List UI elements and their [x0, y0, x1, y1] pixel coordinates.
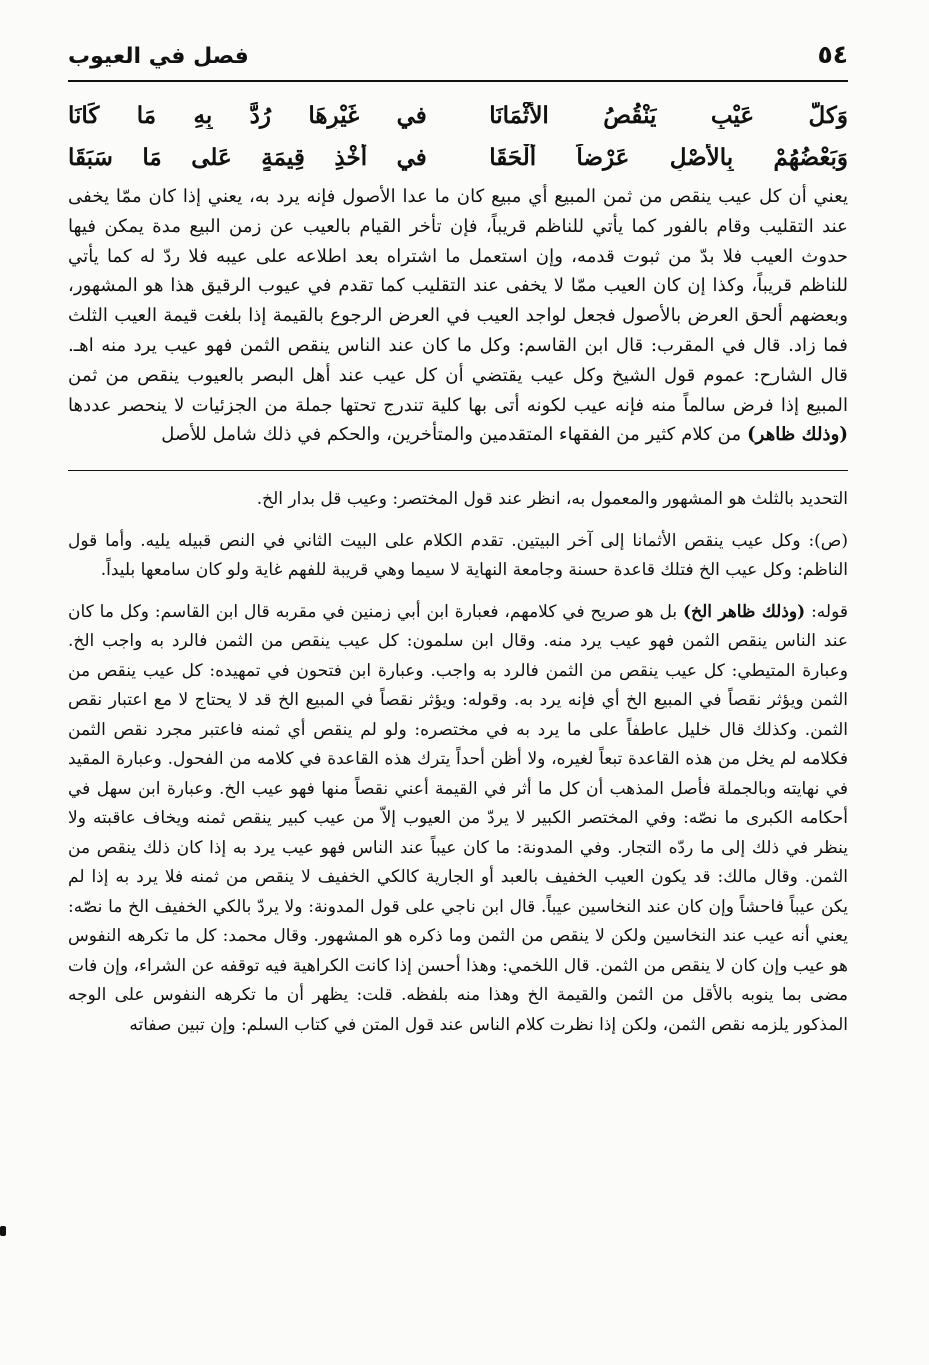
page-header [68, 40, 848, 82]
footnote-paragraph: (ص): وكل عيب ينقص الأثمانا إلى آخر البيتين. تقدم الكلام على البيت الثاني في النص قبيله يليه. وأما قول الناظم: وكل عيب الخ فتلك قاعدة حسنة وجامعة النهاية لا سيما وهي قريبة للفهم غاية ولو كان سامعها بليداً. [68, 530, 848, 581]
commentary-part: يعني أن كل عيب ينقص من ثمن المبيع أي مبيع كان ما عدا الأصول فإنه يرد به، يعني إذا كان ممّا يخفى عند التقليب وقام بالفور كما يأتي للناظم قريباً، فإن تأخر القيام بالعيب عن زمن البيع مدة يمكن فيها حدوث العيب فلا بدّ من ثبوت قدمه، وإن استعمل ما اشتراه بعد اطلاعه على عيبه فلا ردّ له كما يأتي للناظم قريباً، وكذا إن كان العيب ممّا لا يخفى عند التقليب كما تقدم في عيوب الرقيق هذا هو المشهور، وبعضهم ألحق العرض بالأصول فجعل لواجد العيب في العرض الرجوع بالقيمة إذا بلغت قيمة العيب الثلث فما زاد. قال في المقرب: قال ابن القاسم: وكل ما كان عند الناس ينقص الثمن فهو عيب يرد منه اهـ. قال الشارح: عموم قول الشيخ وكل عيب يقتضي أن كل عيب عند أهل البصر بالعيوب ينقص من ثمن المبيع إذا فرض سالماً منه فإنه عيب لكونه أتى بها كلية تندرج تحتها جملة من الجزئيات لا ينحصر عددها [68, 186, 848, 416]
footnote-divider [68, 470, 848, 471]
footnote-text: بل هو صريح في كلامهم، فعبارة ابن أبي زمنين في مقربه قال ابن القاسم: وكل ما كان عند الناس ينقص الثمن فهو عيب يرد منه. وقال ابن سلمون: كل عيب ينقص من الثمن فالرد به واجب الخ. وعبارة المتيطي: كل عيب ينقص من الثمن فالرد به واجب. وعبارة ابن فتحون في تمهيده: كل عيب ينقص من الثمن ويؤثر نقصاً في المبيع الخ أي فإنه يرد به. وقوله: ويؤثر نقصاً في المبيع الخ قد لا يحتاج لا مع اعتبار نقص الثمن. وكذلك قال خليل عاطفاً على ما يرد به في مختصره: ولو لم ينقص أي ثمنه فاعتبر مجرد نقص الثمن فكلامه لم يخل من هذه القاعدة تبعاً لغيره، ولا أظن أحداً يترك هذه القاعدة في كلامه من الفحول. وعبارة المقيد في نهايته وبالجملة فأصل المذهب أن كل ما أثر في القيمة أعني نقصاً منها فهو عيب الخ. وعبارة ابن سهل في أحكامه الكبرى ما نصّه: وفي المختصر الكبير لا يردّ من العيوب إلاّ من عيب كبير ينقص ثمنه ويخاف عاقبته ولا ينظر في ذلك إلى ما ردّه التجار. وفي المدونة: ما كان عيباً عند الناس فهو عيب يرد به إذا كان ذلك ينقص من الثمن. وقال مالك: قد يكون العيب الخفيف بالعبد أو الجارية كالكي الخفيف لا ينقص من ثمنه فلا يرد به إذا لم يكن عيباً فاحشاً وإن كان عند النخاسين عيباً. قال ابن ناجي على قول المدونة: ولا يردّ بالكي الخفيف الخ ما نصّه: يعني أنه عيب عند النخاسين ولكن لا ينقص من الثمن وما ذكره هو المشهور. وقال محمد: كل ما تكرهه النفوس هو عيب وإن كان لا ينقص من الثمن. قال اللخمي: وهذا أحسن إذا كانت الكراهية فيه توقفه عن الشراء، وإن فات مضى بما ينوبه بالأقل من الثمن والقيمة الخ وهذا منه بلفظه. قلت: يظهر أن ما تكرهه النفوس على الوجه المذكور يلزمه نقص الثمن، ولكن إذا نظرت كلام الناس عند قول المتن في كتاب السلم: وإن تبين صفاته [68, 601, 848, 1035]
verse-first-hemistich: وَكلُّ عَيْبٍ يَنْقُصُ الأَثْمَانَا [489, 101, 848, 129]
page-number: ٥٤ [817, 40, 848, 69]
verse-second-hemistich: في غَيْرِهَا رُدَّ بِهِ مَا كَانَا [68, 101, 427, 129]
commentary-bold-phrase: (وذلك ظاهر) [747, 424, 848, 446]
verse-second-hemistich: في أَخْذِ قِيمَةٍ عَلى مَا سَبَقَا [68, 143, 427, 171]
verse-line [68, 94, 848, 136]
commentary-part: من كلام كثير من الفقهاء المتقدمين والمتأخرين، والحكم في ذلك شامل للأصل [161, 424, 742, 446]
verse-first-hemistich: وَبَعْضُهُمْ بِالأَصْلِ عَرْضاً أَلْحَقَا [489, 143, 848, 171]
footnote-bold-phrase: (وذلك ظاهر الخ) [683, 601, 806, 622]
footnote-lead: قوله: [811, 601, 848, 622]
poem-verses [68, 94, 848, 178]
running-title: فصل في العيوب [68, 44, 249, 69]
scan-edge-mark [0, 1226, 6, 1236]
page [68, 40, 848, 1340]
commentary-text [68, 182, 848, 450]
footnote-paragraph: التحديد بالثلث هو المشهور والمعمول به، انظر عند قول المختصر: وعيب قل بدار الخ. [256, 489, 848, 510]
footnotes [68, 485, 848, 1040]
footnote-paragraph [68, 598, 848, 1041]
verse-line [68, 136, 848, 178]
